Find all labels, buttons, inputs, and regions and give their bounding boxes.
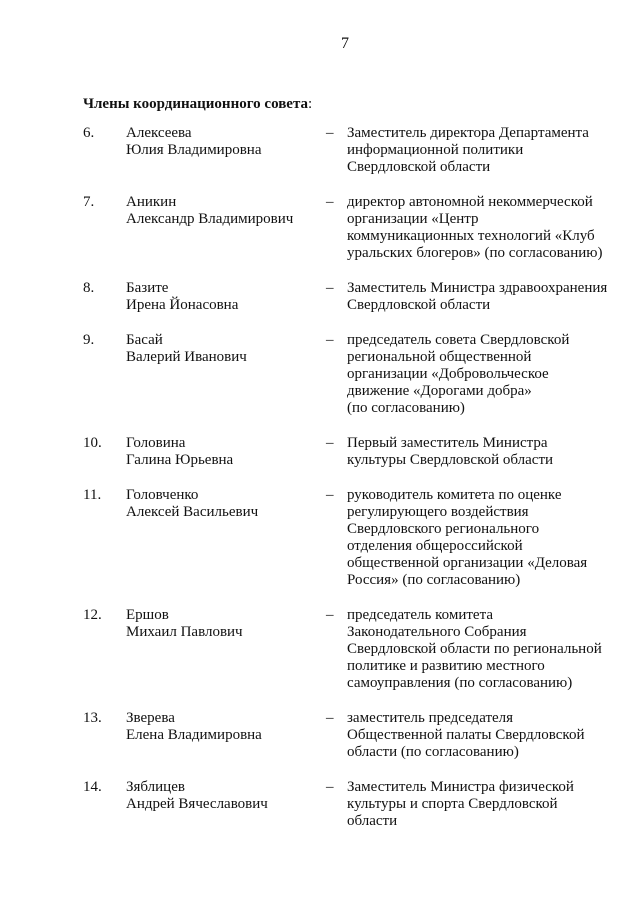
- member-position: [347, 779, 627, 830]
- member-position-line: руководитель комитета по оценке: [347, 487, 562, 503]
- member-surname: Басай: [126, 332, 163, 348]
- member-position-line: Свердловской области: [347, 297, 491, 313]
- member-position: [347, 280, 627, 314]
- member-number: 7.: [83, 194, 95, 210]
- member-given-names: Валерий Иванович: [126, 349, 247, 365]
- section-heading-colon: :: [308, 96, 313, 112]
- member-position-line: председатель комитета: [347, 607, 493, 623]
- member-given-names: Елена Владимировна: [126, 727, 262, 743]
- dash-separator: –: [326, 280, 334, 296]
- dash-separator: –: [326, 710, 334, 726]
- member-position-line: региональной общественной: [347, 349, 532, 365]
- dash-separator: –: [326, 607, 334, 623]
- member-given-names: Юлия Владимировна: [126, 142, 262, 158]
- member-surname: Ершов: [126, 607, 169, 623]
- member-position-line: уральских блогеров» (по согласованию): [347, 245, 603, 261]
- member-position-line: регулирующего воздействия: [347, 504, 529, 520]
- member-position-line: (по согласованию): [347, 400, 465, 416]
- members-list: [0, 125, 640, 848]
- member-position: [347, 332, 627, 417]
- section-heading: [83, 95, 312, 113]
- member-surname: Алексеева: [126, 125, 192, 141]
- member-name: [126, 487, 322, 521]
- dash-separator: –: [326, 435, 334, 451]
- member-position-line: Первый заместитель Министра: [347, 435, 548, 451]
- member-position-line: культуры Свердловской области: [347, 452, 554, 468]
- member-name: [126, 125, 322, 159]
- member-position-line: директор автономной некоммерческой: [347, 194, 593, 210]
- member-number: 13.: [83, 710, 102, 726]
- member-entry: [0, 487, 640, 589]
- member-position-line: Свердловского регионального: [347, 521, 540, 537]
- member-position-line: Заместитель Министра физической: [347, 779, 574, 795]
- member-position: [347, 607, 627, 692]
- member-given-names: Андрей Вячеславович: [126, 796, 268, 812]
- member-surname: Аникин: [126, 194, 177, 210]
- member-name: [126, 435, 322, 469]
- member-entry: [0, 280, 640, 314]
- member-entry: [0, 194, 640, 262]
- member-given-names: Ирена Йонасовна: [126, 297, 239, 313]
- member-position-line: Свердловской области: [347, 159, 491, 175]
- member-position-line: Законодательного Собрания: [347, 624, 527, 640]
- member-position-line: самоуправления (по согласованию): [347, 675, 573, 691]
- member-position-line: Свердловской области по региональной: [347, 641, 602, 657]
- member-position-line: организации «Центр: [347, 211, 479, 227]
- member-number: 12.: [83, 607, 102, 623]
- member-position: [347, 710, 627, 761]
- dash-separator: –: [326, 194, 334, 210]
- dash-separator: –: [326, 125, 334, 141]
- page-number: 7: [341, 35, 349, 52]
- member-given-names: Михаил Павлович: [126, 624, 243, 640]
- member-number: 11.: [83, 487, 102, 503]
- member-name: [126, 280, 322, 314]
- member-surname: Базите: [126, 280, 169, 296]
- member-position-line: заместитель председателя: [347, 710, 514, 726]
- member-surname: Головченко: [126, 487, 199, 503]
- member-position-line: организации «Добровольческое: [347, 366, 549, 382]
- member-number: 8.: [83, 280, 95, 296]
- dash-separator: –: [326, 487, 334, 503]
- member-given-names: Александр Владимирович: [126, 211, 294, 227]
- section-heading-text: Члены координационного совета: [83, 96, 308, 112]
- member-entry: [0, 435, 640, 469]
- member-entry: [0, 779, 640, 830]
- member-number: 9.: [83, 332, 95, 348]
- member-position: [347, 194, 627, 262]
- dash-separator: –: [326, 332, 334, 348]
- member-entry: [0, 332, 640, 417]
- member-entry: [0, 125, 640, 176]
- member-position: [347, 435, 627, 469]
- member-entry: [0, 710, 640, 761]
- member-position-line: политике и развитию местного: [347, 658, 545, 674]
- member-given-names: Галина Юрьевна: [126, 452, 234, 468]
- member-name: [126, 607, 322, 641]
- member-entry: [0, 607, 640, 692]
- member-name: [126, 332, 322, 366]
- member-position-line: информационной политики: [347, 142, 524, 158]
- member-position-line: коммуникационных технологий «Клуб: [347, 228, 595, 244]
- member-position-line: области (по согласованию): [347, 744, 519, 760]
- member-number: 14.: [83, 779, 102, 795]
- member-given-names: Алексей Васильевич: [126, 504, 259, 520]
- member-name: [126, 710, 322, 744]
- member-surname: Зяблицев: [126, 779, 185, 795]
- member-number: 6.: [83, 125, 95, 141]
- member-position-line: движение «Дорогами добра»: [347, 383, 532, 399]
- member-surname: Головина: [126, 435, 186, 451]
- member-position-line: Заместитель Министра здравоохранения: [347, 280, 608, 296]
- member-position: [347, 125, 627, 176]
- dash-separator: –: [326, 779, 334, 795]
- member-name: [126, 194, 322, 228]
- member-position-line: отделения общероссийской: [347, 538, 523, 554]
- member-surname: Зверева: [126, 710, 175, 726]
- member-position: [347, 487, 627, 589]
- member-number: 10.: [83, 435, 102, 451]
- member-position-line: Заместитель директора Департамента: [347, 125, 589, 141]
- member-position-line: области: [347, 813, 398, 829]
- member-position-line: культуры и спорта Свердловской: [347, 796, 558, 812]
- member-name: [126, 779, 322, 813]
- member-position-line: Общественной палаты Свердловской: [347, 727, 585, 743]
- member-position-line: Россия» (по согласованию): [347, 572, 521, 588]
- member-position-line: председатель совета Свердловской: [347, 332, 570, 348]
- member-position-line: общественной организации «Деловая: [347, 555, 588, 571]
